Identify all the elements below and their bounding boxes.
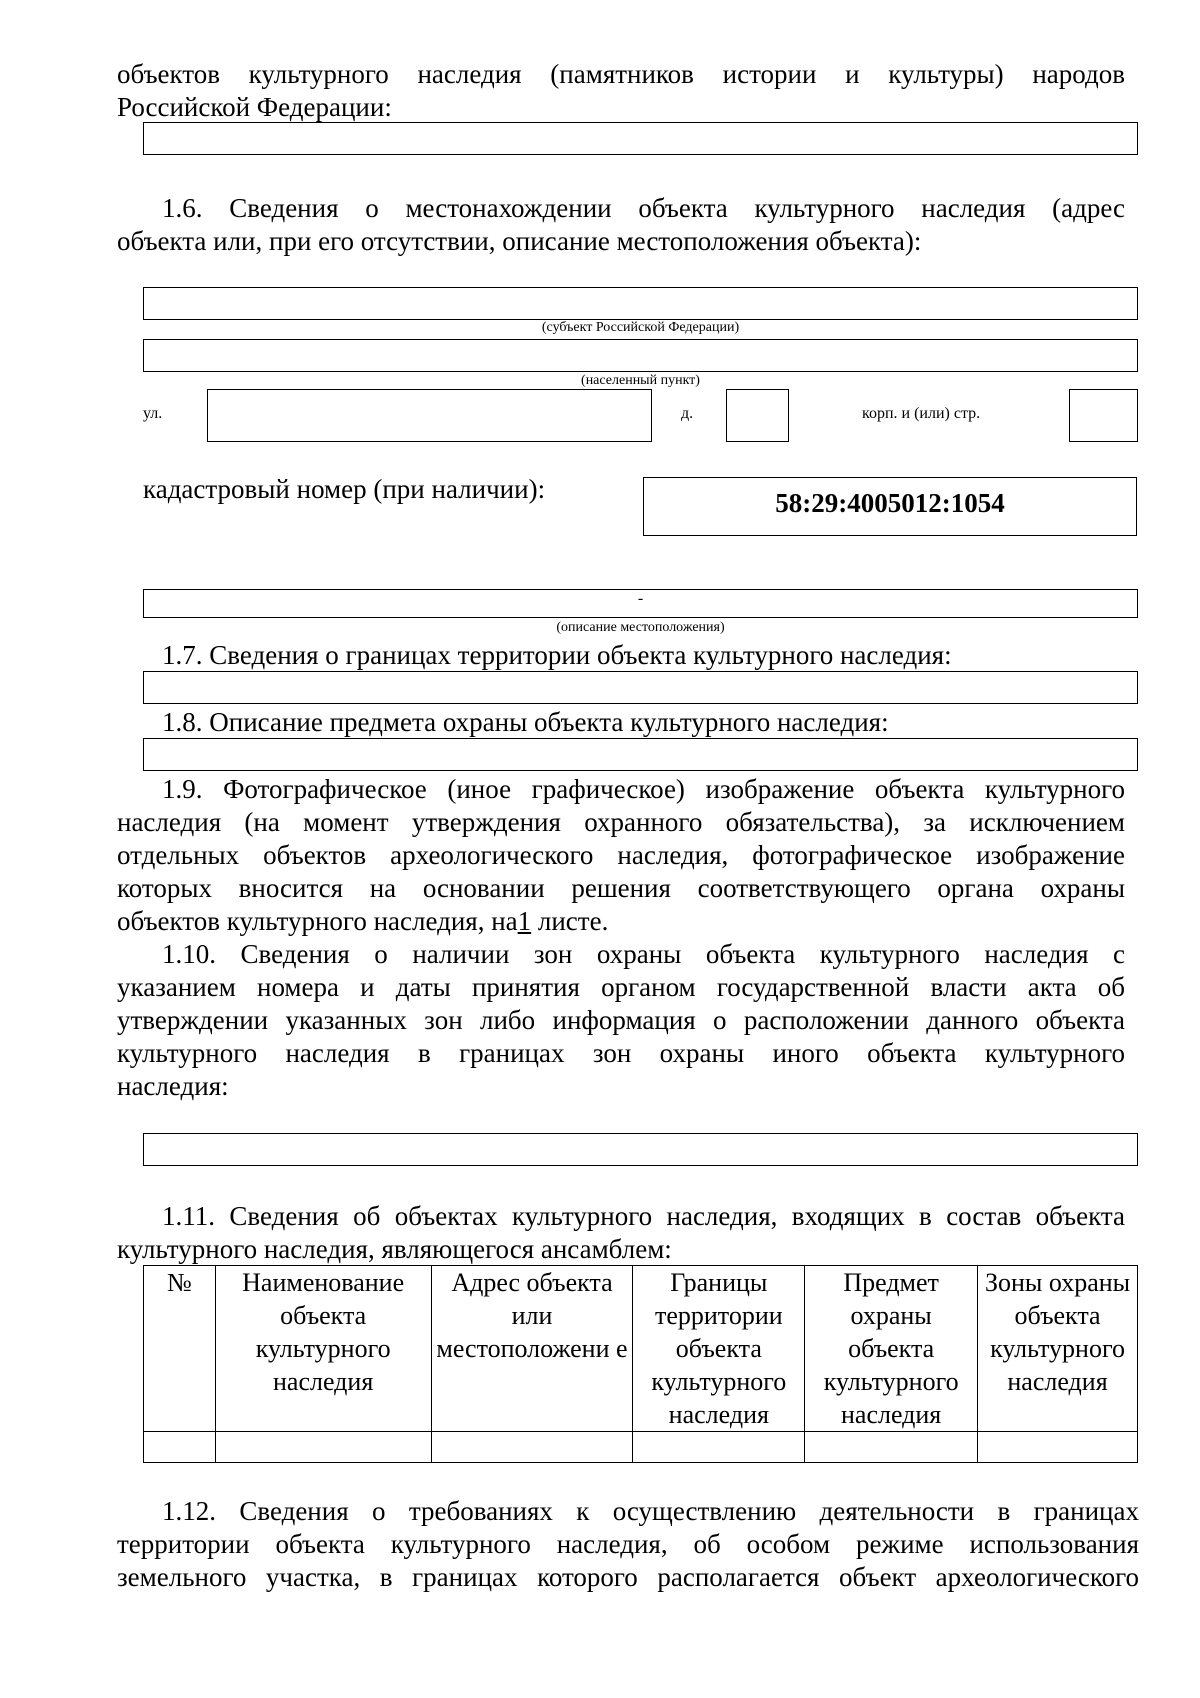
section-line: утверждении указанных зон либо информация о расположении данного объекта [117,1005,1125,1035]
table-row [144,1432,1138,1463]
section-line: 1.11. Сведения об объектах культурного наследия, входящих в состав объекта [162,1201,1125,1231]
section-line: 1.8. Описание предмета охраны объекта культурного наследия: [162,707,889,737]
section-line: указанием номера и даты принятия органом государственной власти акта об [117,972,1125,1002]
section-line: 1.9. Фотографическое (иное графическое) изображение объекта культурного [162,774,1125,804]
subject-caption: (субъект Российской Федерации) [541,320,740,335]
location-description-caption: (описание местоположения) [556,620,725,635]
section-line: 1.6. Сведения о местонахождении объекта культурного наследия (адрес [162,193,1125,223]
intro-paragraph [117,58,1125,124]
section-line: территории объекта культурного наследия, об особом режиме использования [117,1529,1139,1559]
column-header-address: Адрес объекта или местоположени е [431,1266,633,1432]
house-label: д. [681,405,694,422]
street-label: ул. [143,405,163,422]
location-description-value: - [637,590,644,607]
locality-caption: (населенный пункт) [581,373,700,388]
ensemble-objects-table [143,1265,1138,1463]
section-1-10-paragraph [117,938,1125,1103]
protection-subject-field[interactable] [143,738,1138,771]
section-1-11-heading [117,1200,1125,1266]
sheets-text-before: объектов культурного наследия, на [117,906,518,936]
sheets-text-after: листе. [531,906,609,936]
section-line: земельного участка, в границах которого располагается объект археологического [117,1562,1139,1592]
table-cell[interactable] [633,1432,805,1463]
section-1-12-paragraph [117,1495,1139,1594]
section-line [117,905,1125,938]
section-1-7-heading [117,639,1125,672]
table-cell[interactable] [215,1432,431,1463]
column-header-boundaries: Границы территории объекта культурного наследия [633,1266,805,1432]
section-line: 1.10. Сведения о наличии зон охраны объекта культурного наследия с [162,939,1125,969]
section-1-9-paragraph [117,773,1125,938]
sheets-count: 1 [517,906,532,936]
section-line: культурного наследия, являющегося ансамблем: [117,1234,672,1264]
column-header-number: № [144,1266,216,1432]
cadastral-value: 58:29:4005012:1054 [775,488,1005,518]
section-line: наследия: [117,1071,229,1101]
section-line: отдельных объектов археологического наследия, фотографическое изображение [117,840,1125,870]
column-header-name: Наименование объекта культурного наследия [215,1266,431,1432]
section-1-8-heading [117,706,1125,739]
section-line: наследия (на момент утверждения охранного обязательства), за исключением [117,807,1125,837]
column-header-protection-zones: Зоны охраны объекта культурного наследия [978,1266,1138,1432]
building-field[interactable] [1069,389,1138,442]
section-line: культурного наследия в границах зон охраны иного объекта культурного [117,1038,1125,1068]
protection-zones-field[interactable] [143,1133,1138,1166]
table-cell[interactable] [978,1432,1138,1463]
intro-line: объектов культурного наследия (памятников истории и культуры) народов [117,59,1125,89]
section-line: объекта или, при его отсутствии, описание местоположения объекта): [117,226,922,256]
section-line: 1.12. Сведения о требованиях к осуществлению деятельности в границах [162,1496,1139,1526]
building-label: корп. и (или) стр. [862,405,981,422]
house-field[interactable] [726,389,789,442]
locality-field[interactable] [143,339,1138,372]
section-line: 1.7. Сведения о границах территории объекта культурного наследия: [162,640,952,670]
table-cell[interactable] [805,1432,978,1463]
federal-register-field[interactable] [143,122,1138,155]
column-header-protection-subject: Предмет охраны объекта культурного наследия [805,1266,978,1432]
table-cell[interactable] [144,1432,216,1463]
cadastral-label: кадастровый номер (при наличии): [143,474,546,504]
table-cell[interactable] [431,1432,633,1463]
street-field[interactable] [207,389,652,442]
intro-line: Российской Федерации: [117,92,392,122]
territory-boundaries-field[interactable] [143,671,1138,704]
section-1-6-heading [117,192,1125,258]
table-header-row [144,1266,1138,1432]
subject-field[interactable] [143,287,1138,320]
section-line: которых вносится на основании решения соответствующего органа охраны [117,873,1125,903]
